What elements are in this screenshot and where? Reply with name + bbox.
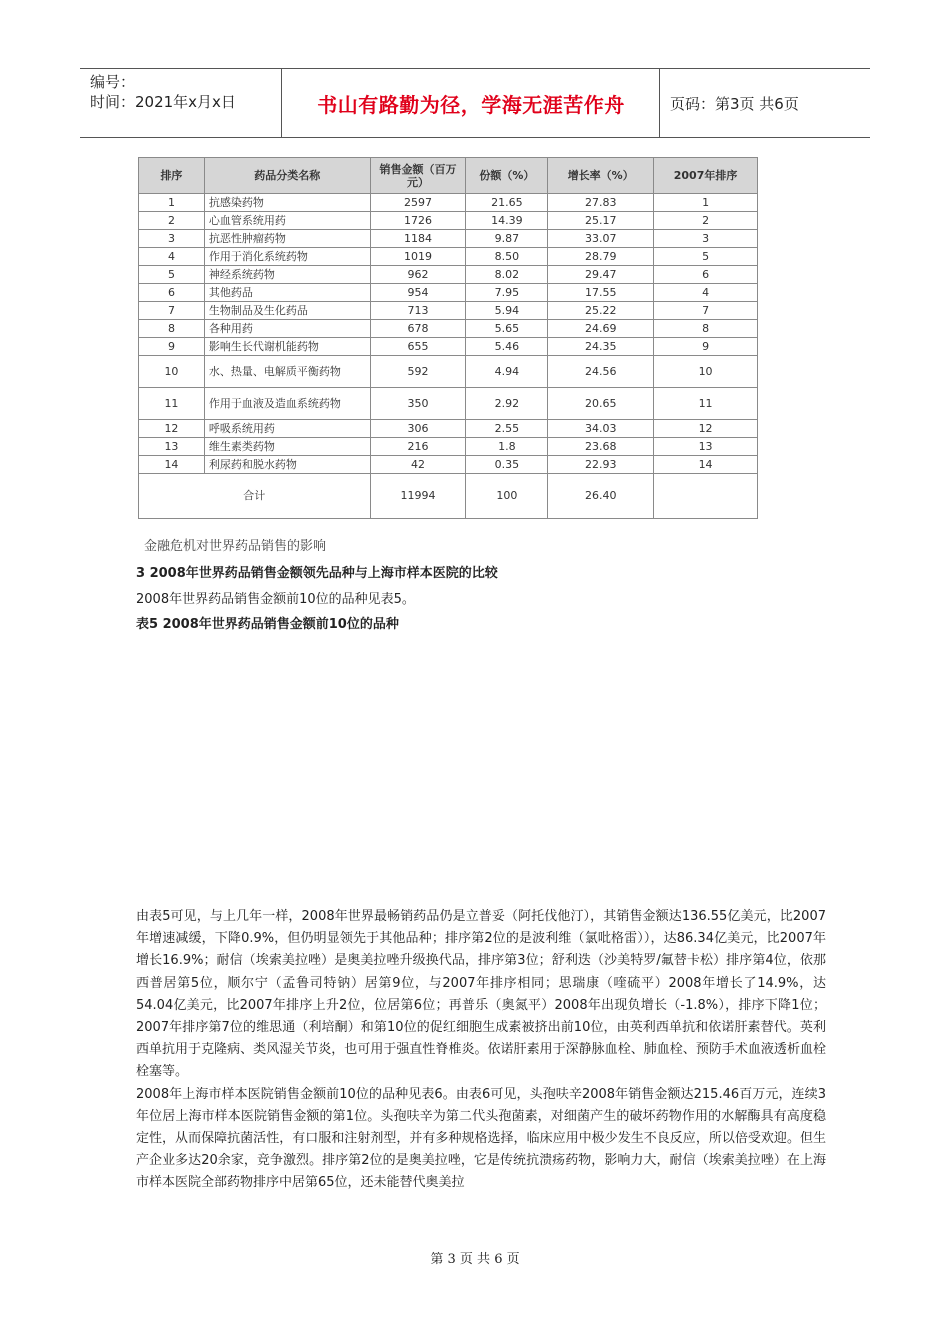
cell-sales: 216	[370, 438, 466, 456]
cell-rank2007: 9	[654, 338, 758, 356]
cell-sales: 2597	[370, 194, 466, 212]
cell-share: 14.39	[466, 212, 548, 230]
cell-name: 神经系统药物	[204, 266, 370, 284]
intro-line: 2008年世界药品销售金额前10位的品种见表5。	[136, 592, 415, 607]
cell-name: 利尿药和脱水药物	[204, 456, 370, 474]
header-motto-cell	[283, 69, 660, 137]
total-growth: 26.40	[548, 474, 654, 519]
cell-rank2007: 14	[654, 456, 758, 474]
cell-share: 9.87	[466, 230, 548, 248]
cell-growth: 23.68	[548, 438, 654, 456]
table-row	[139, 420, 758, 438]
body-text	[136, 906, 826, 1195]
cell-rank2007: 2	[654, 212, 758, 230]
cell-growth: 17.55	[548, 284, 654, 302]
cell-sales: 962	[370, 266, 466, 284]
section-heading: 3 2008年世界药品销售金额领先品种与上海市样本医院的比较	[136, 566, 498, 581]
cell-rank: 6	[139, 284, 205, 302]
cell-rank2007: 4	[654, 284, 758, 302]
col-header-rank: 排序	[139, 158, 205, 194]
header-left-cell	[80, 69, 282, 137]
cell-name: 维生素类药物	[204, 438, 370, 456]
cell-rank: 3	[139, 230, 205, 248]
sales-table	[138, 157, 758, 519]
cell-name: 作用于血液及造血系统药物	[204, 388, 370, 420]
cell-rank: 11	[139, 388, 205, 420]
cell-share: 0.35	[466, 456, 548, 474]
table-row	[139, 388, 758, 420]
cell-sales: 42	[370, 456, 466, 474]
cell-sales: 1019	[370, 248, 466, 266]
motto: 书山有路勤为径，学海无涯苦作舟	[317, 92, 625, 117]
cell-rank: 13	[139, 438, 205, 456]
cell-share: 5.94	[466, 302, 548, 320]
cell-sales: 1184	[370, 230, 466, 248]
table-row	[139, 438, 758, 456]
col-header-rank2007: 2007年排序	[654, 158, 758, 194]
cell-name: 抗恶性肿瘤药物	[204, 230, 370, 248]
cell-sales: 713	[370, 302, 466, 320]
cell-share: 2.92	[466, 388, 548, 420]
cell-growth: 34.03	[548, 420, 654, 438]
cell-name: 抗感染药物	[204, 194, 370, 212]
cell-name: 水、热量、电解质平衡药物	[204, 356, 370, 388]
cell-sales: 592	[370, 356, 466, 388]
table-body	[139, 194, 758, 519]
cell-rank2007: 3	[654, 230, 758, 248]
cell-growth: 28.79	[548, 248, 654, 266]
cell-rank2007: 12	[654, 420, 758, 438]
cell-sales: 306	[370, 420, 466, 438]
col-header-name: 药品分类名称	[204, 158, 370, 194]
table-row	[139, 356, 758, 388]
cell-share: 8.50	[466, 248, 548, 266]
table-row	[139, 248, 758, 266]
table-caption: 金融危机对世界药品销售的影响	[144, 539, 327, 554]
table-row	[139, 284, 758, 302]
cell-share: 5.46	[466, 338, 548, 356]
cell-growth: 25.22	[548, 302, 654, 320]
col-header-share: 份额（%）	[466, 158, 548, 194]
cell-sales: 678	[370, 320, 466, 338]
table5-title: 表5 2008年世界药品销售金额前10位的品种	[136, 617, 399, 632]
cell-sales: 655	[370, 338, 466, 356]
cell-rank2007: 5	[654, 248, 758, 266]
cell-rank: 1	[139, 194, 205, 212]
cell-name: 各种用药	[204, 320, 370, 338]
table-row	[139, 212, 758, 230]
cell-share: 1.8	[466, 438, 548, 456]
cell-name: 心血管系统用药	[204, 212, 370, 230]
total-label: 合计	[139, 474, 371, 519]
col-header-sales: 销售金额（百万元）	[370, 158, 466, 194]
cell-growth: 29.47	[548, 266, 654, 284]
cell-growth: 25.17	[548, 212, 654, 230]
cell-growth: 24.56	[548, 356, 654, 388]
table-header-row	[139, 158, 758, 194]
cell-rank: 9	[139, 338, 205, 356]
total-sales: 11994	[370, 474, 466, 519]
cell-rank2007: 6	[654, 266, 758, 284]
table-row	[139, 194, 758, 212]
table-row	[139, 302, 758, 320]
cell-rank: 4	[139, 248, 205, 266]
col-header-growth: 增长率（%）	[548, 158, 654, 194]
table-row	[139, 320, 758, 338]
cell-rank: 14	[139, 456, 205, 474]
page-footer: 第 3 页 共 6 页	[430, 1252, 520, 1267]
cell-rank2007: 1	[654, 194, 758, 212]
sales-table-container	[138, 157, 758, 517]
cell-rank: 2	[139, 212, 205, 230]
total-rank2007	[654, 474, 758, 519]
cell-share: 5.65	[466, 320, 548, 338]
cell-rank: 7	[139, 302, 205, 320]
table-row	[139, 456, 758, 474]
cell-growth: 24.35	[548, 338, 654, 356]
cell-sales: 954	[370, 284, 466, 302]
total-share: 100	[466, 474, 548, 519]
cell-rank2007: 10	[654, 356, 758, 388]
cell-growth: 20.65	[548, 388, 654, 420]
table-row	[139, 266, 758, 284]
table-row	[139, 230, 758, 248]
page-indicator: 页码：第3页 共6页	[670, 94, 799, 113]
table-total-row	[139, 474, 758, 519]
document-number: 编号：	[90, 73, 136, 91]
cell-name: 影响生长代谢机能药物	[204, 338, 370, 356]
paragraph-1: 由表5可见，与上几年一样，2008年世界最畅销药品仍是立普妥（阿托伐他汀），其销售金额达136.55亿美元，比2007年增速减缓，下降0.9%，但仍明显领先于其他品种；排序第2位的是波利维（氯吡格雷）），达86.34亿美元，比2007年增长16.9%；耐信（埃索美拉唑）是奥美拉唑升级换代品，排序第3位；舒利迭（沙美特罗/氟替卡松）排序第4位，依那西普居第5位，顺尔宁（孟鲁司特钠）居第9位，与2007年排序相同；思瑞康（喹硫平）2008年增长了14.9%，达54.04亿美元，比2007年排序上升2位，位居第6位；再普乐（奥氮平）2008年出现负增长（-1.8%），排序下降1位；2007年排序第7位的维思通（利培酮）和第10位的促红细胞生成素被挤出前10位，由英利西单抗和依诺肝素替代。英利西单抗用于克隆病、类风湿关节炎，也可用于强直性脊椎炎。依诺肝素用于深静脉血栓、肺血栓、预防手术血液透析血栓栓塞等。	[136, 909, 826, 1080]
cell-growth: 24.69	[548, 320, 654, 338]
cell-name: 生物制品及生化药品	[204, 302, 370, 320]
cell-share: 2.55	[466, 420, 548, 438]
cell-growth: 22.93	[548, 456, 654, 474]
cell-share: 8.02	[466, 266, 548, 284]
cell-growth: 33.07	[548, 230, 654, 248]
cell-name: 作用于消化系统药物	[204, 248, 370, 266]
cell-rank2007: 13	[654, 438, 758, 456]
cell-share: 7.95	[466, 284, 548, 302]
cell-sales: 1726	[370, 212, 466, 230]
cell-sales: 350	[370, 388, 466, 420]
cell-share: 4.94	[466, 356, 548, 388]
cell-rank: 10	[139, 356, 205, 388]
page-header	[80, 68, 870, 138]
paragraph-2: 2008年上海市样本医院销售金额前10位的品种见表6。由表6可见，头孢呋辛2008年销售金额达215.46百万元，连续3年位居上海市样本医院销售金额的第1位。头孢呋辛为第二代头孢菌素，对细菌产生的破坏药物作用的水解酶具有高度稳定性，从而保障抗菌活性，有口服和注射剂型，并有多种规格选择，临床应用中极少发生不良反应，所以倍受欢迎。但生产企业多达20余家，竞争激烈。排序第2位的是奥美拉唑，它是传统抗溃疡药物，影响力大，耐信（埃索美拉唑）在上海市样本医院全部药物排序中居第65位，还未能替代奥美拉	[136, 1086, 826, 1191]
header-page-cell	[660, 69, 870, 137]
cell-name: 其他药品	[204, 284, 370, 302]
document-date: 时间：2021年x月x日	[90, 93, 236, 111]
cell-share: 21.65	[466, 194, 548, 212]
cell-growth: 27.83	[548, 194, 654, 212]
cell-rank: 5	[139, 266, 205, 284]
table-row	[139, 338, 758, 356]
cell-rank2007: 8	[654, 320, 758, 338]
cell-rank2007: 11	[654, 388, 758, 420]
cell-name: 呼吸系统用药	[204, 420, 370, 438]
cell-rank2007: 7	[654, 302, 758, 320]
cell-rank: 8	[139, 320, 205, 338]
cell-rank: 12	[139, 420, 205, 438]
